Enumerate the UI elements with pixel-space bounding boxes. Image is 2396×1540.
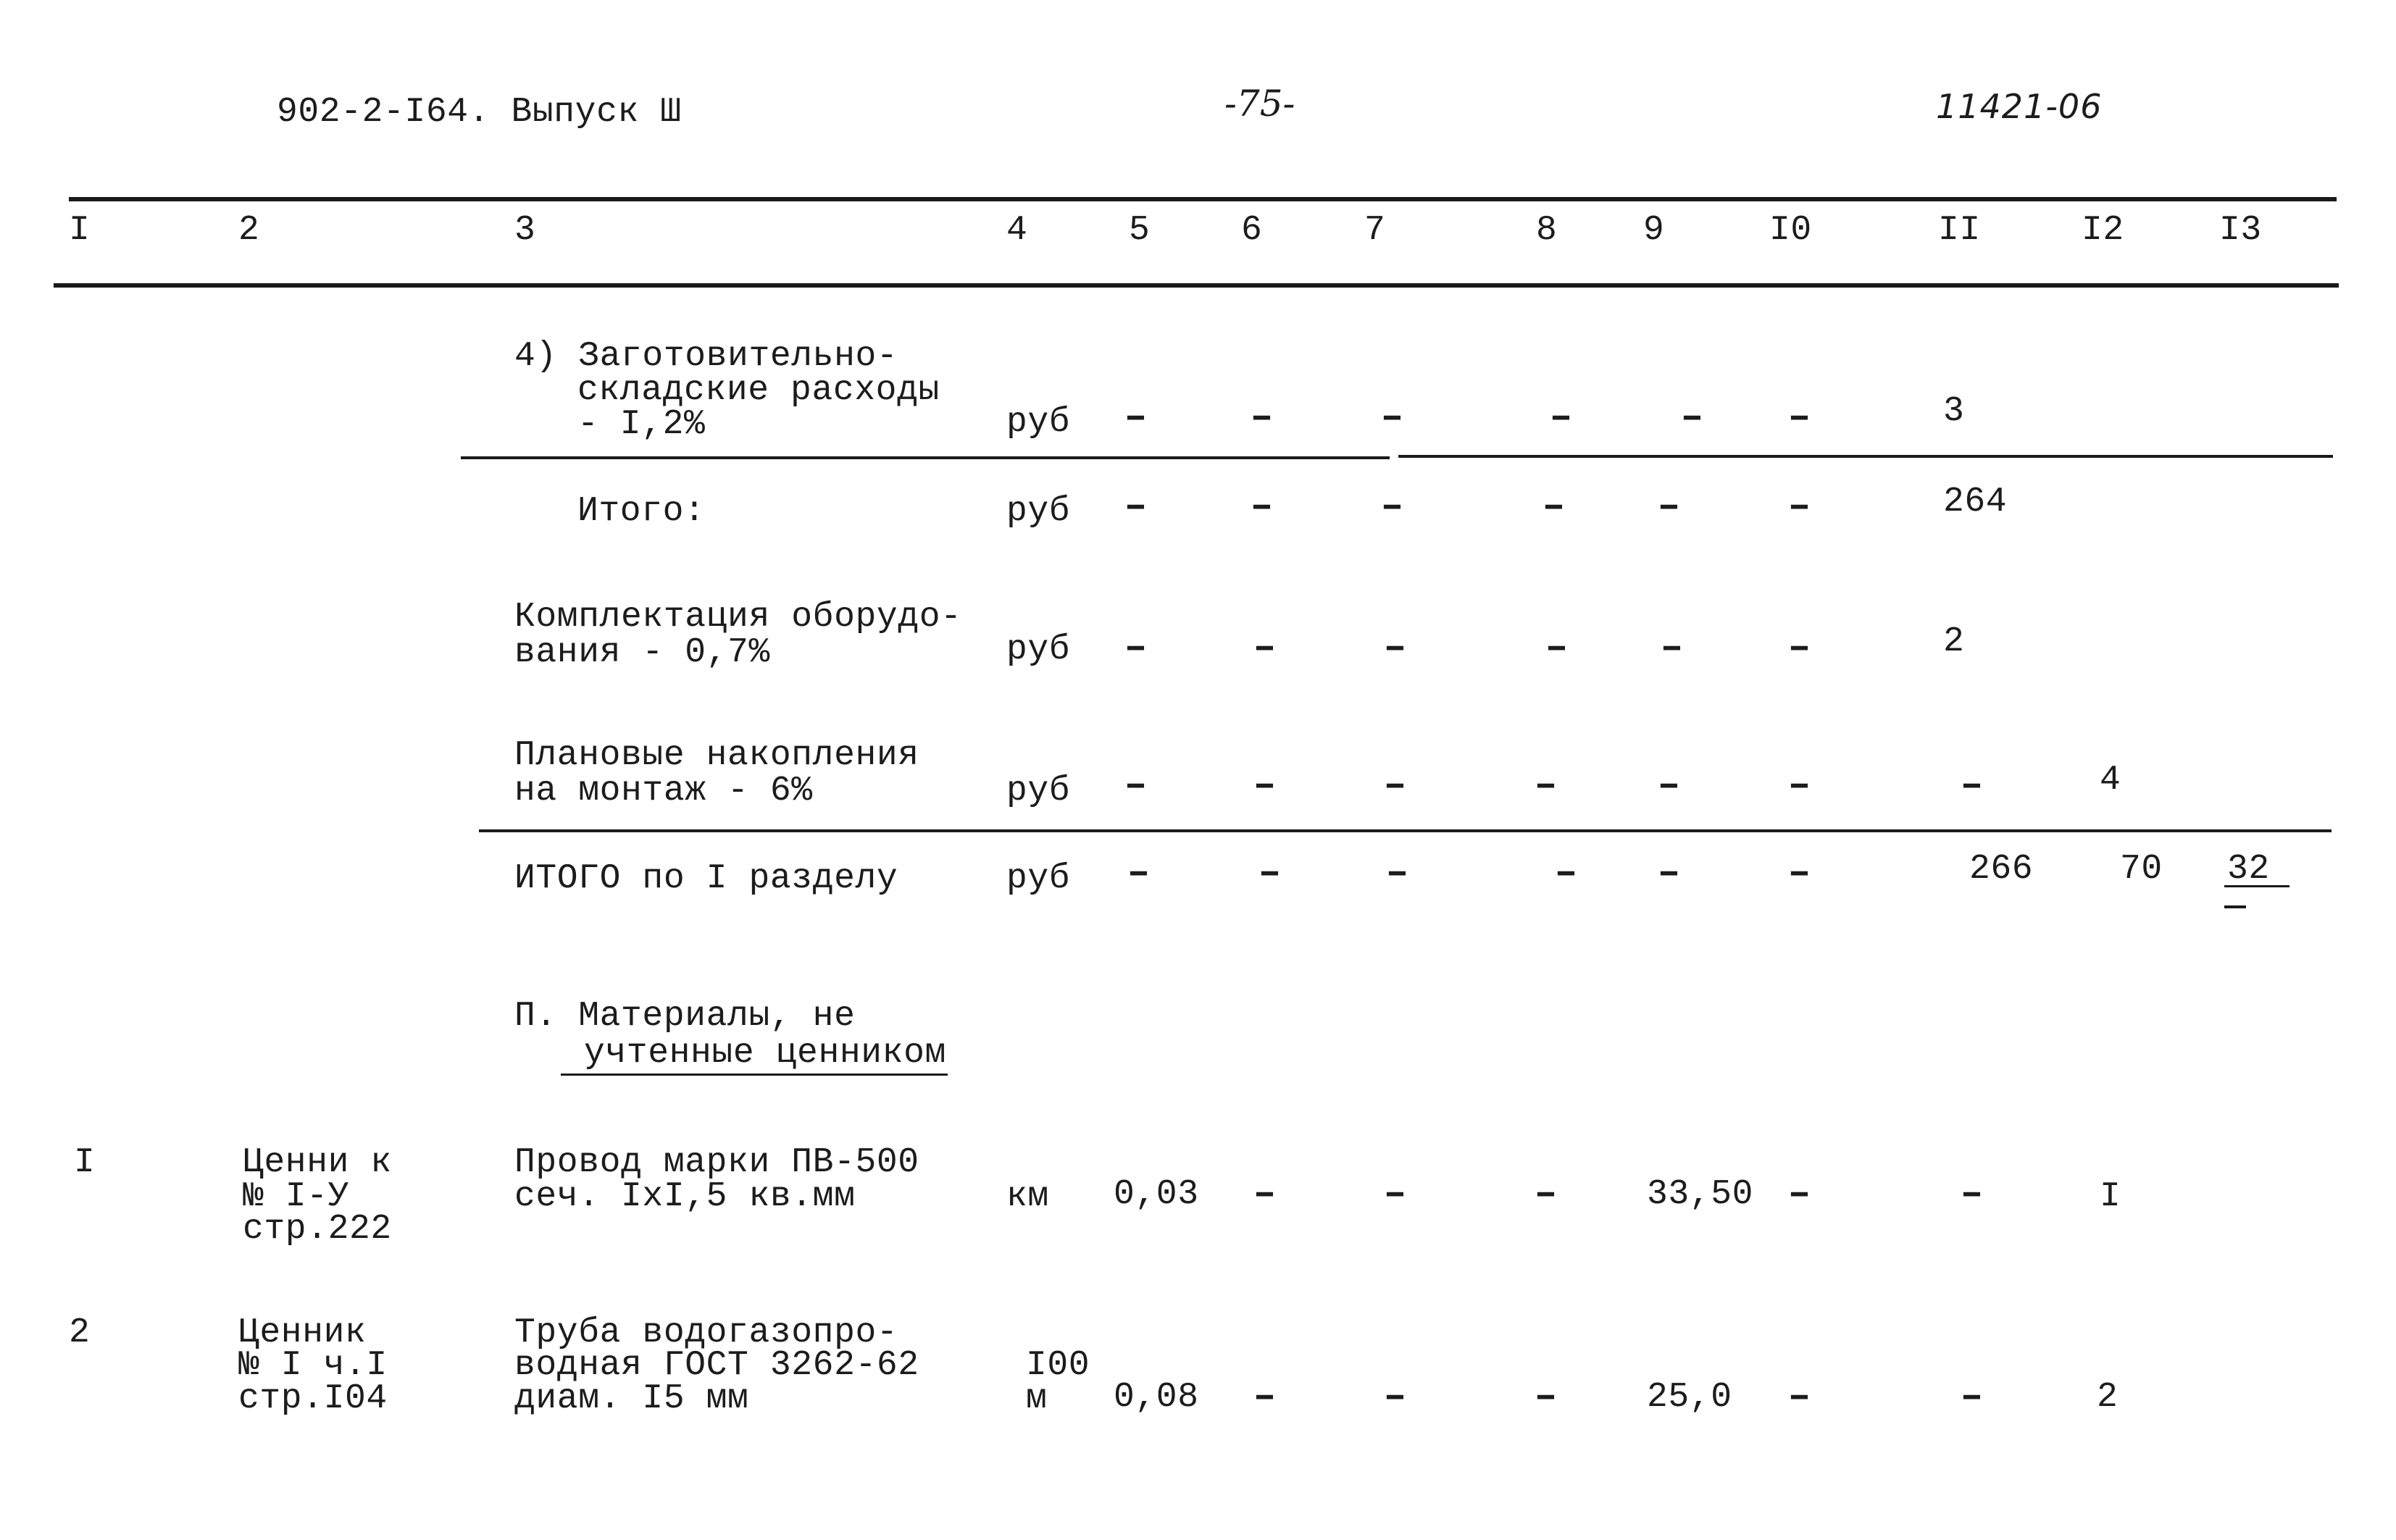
row-procurement-c8: -: [1543, 398, 1579, 438]
section-title-underline: [561, 1074, 948, 1076]
row-subtotal-c5: -: [1118, 487, 1154, 527]
item-2-price-ref-line-1: Ценник: [238, 1313, 367, 1352]
row-equipment-c7: -: [1377, 629, 1414, 668]
item-1-price-ref-line-1: Ценни к: [243, 1143, 392, 1182]
row-equipment-c8: -: [1539, 629, 1575, 668]
row-procurement-desc-line-2: складские расходы: [577, 371, 940, 410]
item-1-c11: -: [1954, 1175, 1990, 1214]
col-header-8: 8: [1536, 211, 1558, 250]
row-planned-desc-line-1: Плановые накопления: [514, 736, 919, 775]
col-header-13: I3: [2219, 211, 2262, 250]
item-1-name-line-1: Провод марки ПВ-500: [514, 1143, 919, 1182]
row-subtotal-c6: -: [1244, 487, 1280, 527]
item-1-c9: 33,50: [1647, 1175, 1754, 1214]
row-equipment-c9: -: [1654, 629, 1690, 668]
row-planned-c9: -: [1651, 766, 1687, 805]
item-2-price-ref-line-2: № I ч.I: [238, 1346, 388, 1385]
row-subtotal-c10: -: [1782, 487, 1818, 527]
row-section-total-c7: -: [1379, 854, 1416, 893]
row-equipment-desc-line-2: вания - 0,7%: [514, 633, 770, 672]
item-2-c11: -: [1954, 1378, 1990, 1417]
col-header-1: I: [69, 211, 91, 250]
item-2-c12: 2: [2097, 1378, 2119, 1417]
row-planned-unit: руб: [1006, 771, 1071, 811]
row-equipment-c5: -: [1118, 629, 1154, 668]
row-planned-c5: -: [1118, 766, 1154, 805]
total-c13-mark: [2224, 905, 2246, 908]
row-section-total-c8: -: [1548, 854, 1585, 893]
row-section-total-c11: 266: [1969, 850, 2034, 889]
row-procurement-desc-line-1: 4) Заготовительно-: [514, 337, 898, 376]
doc-code: 902-2-I64. Выпуск Ш: [277, 93, 682, 132]
col-header-9: 9: [1643, 211, 1665, 250]
item-1-unit: км: [1006, 1177, 1049, 1216]
row-planned-c8: -: [1528, 766, 1564, 805]
item-1-name-line-2: сеч. IxI,5 кв.мм: [514, 1177, 856, 1216]
row-planned-c6: -: [1247, 766, 1283, 805]
item-1-c6: -: [1247, 1175, 1283, 1214]
item-1-price-ref-line-3: стр.222: [243, 1210, 392, 1249]
header-bottom-rule: [54, 283, 2339, 288]
row-divider-1b: [1398, 455, 2333, 458]
row-subtotal-c8: -: [1536, 487, 1572, 527]
col-header-5: 5: [1129, 211, 1151, 250]
col-header-12: I2: [2082, 211, 2124, 250]
row-planned-c7: -: [1377, 766, 1414, 805]
col-header-11: II: [1938, 211, 1981, 250]
table-top-rule: [69, 197, 2337, 201]
row-planned-c11: -: [1954, 766, 1990, 805]
row-section-total-c9: -: [1651, 854, 1687, 893]
row-subtotal-c7: -: [1374, 487, 1411, 527]
item-2-name-line-2: водная ГОСТ 3262-62: [514, 1346, 919, 1385]
row-section-total-c13: 32: [2227, 850, 2270, 889]
row-procurement-c10: -: [1782, 398, 1818, 438]
item-2-c10: -: [1782, 1378, 1818, 1417]
row-divider-2: [479, 829, 2332, 832]
row-procurement-c9: -: [1674, 398, 1711, 438]
row-procurement-c6: -: [1244, 398, 1280, 438]
col-header-7: 7: [1364, 211, 1386, 250]
item-2-unit-line-2: м: [1026, 1379, 1048, 1418]
item-2-number: 2: [69, 1313, 91, 1352]
item-2-name-line-3: диам. I5 мм: [514, 1379, 749, 1418]
section-title-line-1: П. Материалы, не: [514, 997, 856, 1036]
sheet-code: 11421-06: [1936, 87, 2103, 126]
row-procurement-c11: 3: [1943, 392, 1965, 431]
row-subtotal-unit: руб: [1006, 492, 1071, 531]
row-procurement-c5: -: [1118, 398, 1154, 438]
row-equipment-c10: -: [1782, 629, 1818, 668]
row-subtotal-c11: 264: [1943, 482, 2008, 522]
col-header-6: 6: [1241, 211, 1263, 250]
row-section-total-unit: руб: [1006, 859, 1071, 898]
item-1-number: I: [74, 1143, 96, 1182]
row-section-total-c6: -: [1252, 854, 1288, 893]
row-subtotal-c9: -: [1651, 487, 1687, 527]
item-2-c8: -: [1528, 1378, 1564, 1417]
row-equipment-desc-line-1: Комплектация оборудо-: [514, 598, 962, 637]
item-1-c10: -: [1782, 1175, 1818, 1214]
item-2-c9: 25,0: [1647, 1378, 1732, 1417]
item-2-c6: -: [1247, 1378, 1283, 1417]
row-equipment-c11: 2: [1943, 622, 1965, 661]
row-divider-1a: [461, 456, 1390, 459]
item-1-c7: -: [1377, 1175, 1414, 1214]
row-planned-c12: 4: [2100, 761, 2121, 800]
item-2-name-line-1: Труба водогазопро-: [514, 1313, 898, 1352]
item-2-price-ref-line-3: стр.I04: [238, 1379, 388, 1418]
row-subtotal-desc: Итого:: [577, 492, 706, 531]
page-number: -75-: [1224, 83, 1295, 125]
item-2-c7: -: [1377, 1378, 1414, 1417]
row-planned-desc-line-2: на монтаж - 6%: [514, 771, 813, 811]
col-header-3: 3: [514, 211, 536, 250]
item-1-c5: 0,03: [1114, 1175, 1199, 1214]
row-equipment-c6: -: [1247, 629, 1283, 668]
item-2-unit-line-1: I00: [1026, 1346, 1090, 1385]
row-procurement-desc-line-3: - I,2%: [577, 405, 706, 444]
row-section-total-c5: -: [1121, 854, 1157, 893]
col-header-2: 2: [238, 211, 260, 250]
item-1-price-ref-line-2: № I-У: [243, 1177, 350, 1216]
item-1-c8: -: [1528, 1175, 1564, 1214]
row-section-total-c12: 70: [2120, 850, 2163, 889]
item-1-c12: I: [2100, 1177, 2121, 1216]
row-procurement-unit: руб: [1006, 403, 1071, 442]
row-procurement-c7: -: [1374, 398, 1411, 438]
row-section-total-c10: -: [1782, 854, 1818, 893]
row-section-total-desc: ИТОГО по I разделу: [514, 859, 898, 898]
row-planned-c10: -: [1782, 766, 1818, 805]
section-title-line-2: учтенные ценником: [584, 1034, 946, 1073]
col-header-4: 4: [1006, 211, 1028, 250]
col-header-10: I0: [1769, 211, 1812, 250]
row-equipment-unit: руб: [1006, 630, 1071, 669]
item-2-c5: 0,08: [1114, 1378, 1199, 1417]
